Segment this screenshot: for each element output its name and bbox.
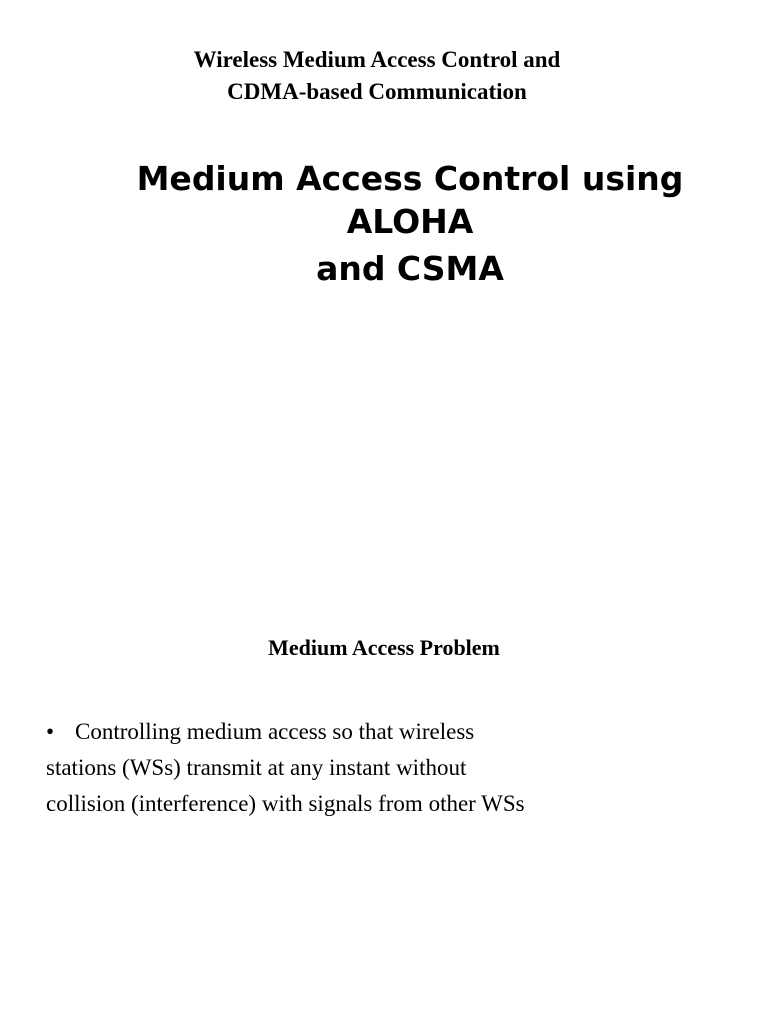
bullet-list xyxy=(46,714,526,822)
slide-heading xyxy=(100,157,720,290)
slide-heading-line-1: Medium Access Control using ALOHA xyxy=(136,159,684,241)
slide-heading-line-2: and CSMA xyxy=(316,249,504,288)
bullet-text: Controlling medium access so that wireless stations (WSs) transmit at any instant without collision (interference) with signals from other WSs xyxy=(46,719,525,816)
bullet-icon: • xyxy=(46,719,55,744)
document-title xyxy=(120,44,634,108)
bullet-item xyxy=(46,714,526,822)
document-title-line-2: CDMA-based Communication xyxy=(227,79,527,104)
section-heading: Medium Access Problem xyxy=(268,635,500,660)
document-title-line-1: Wireless Medium Access Control and xyxy=(193,47,561,72)
